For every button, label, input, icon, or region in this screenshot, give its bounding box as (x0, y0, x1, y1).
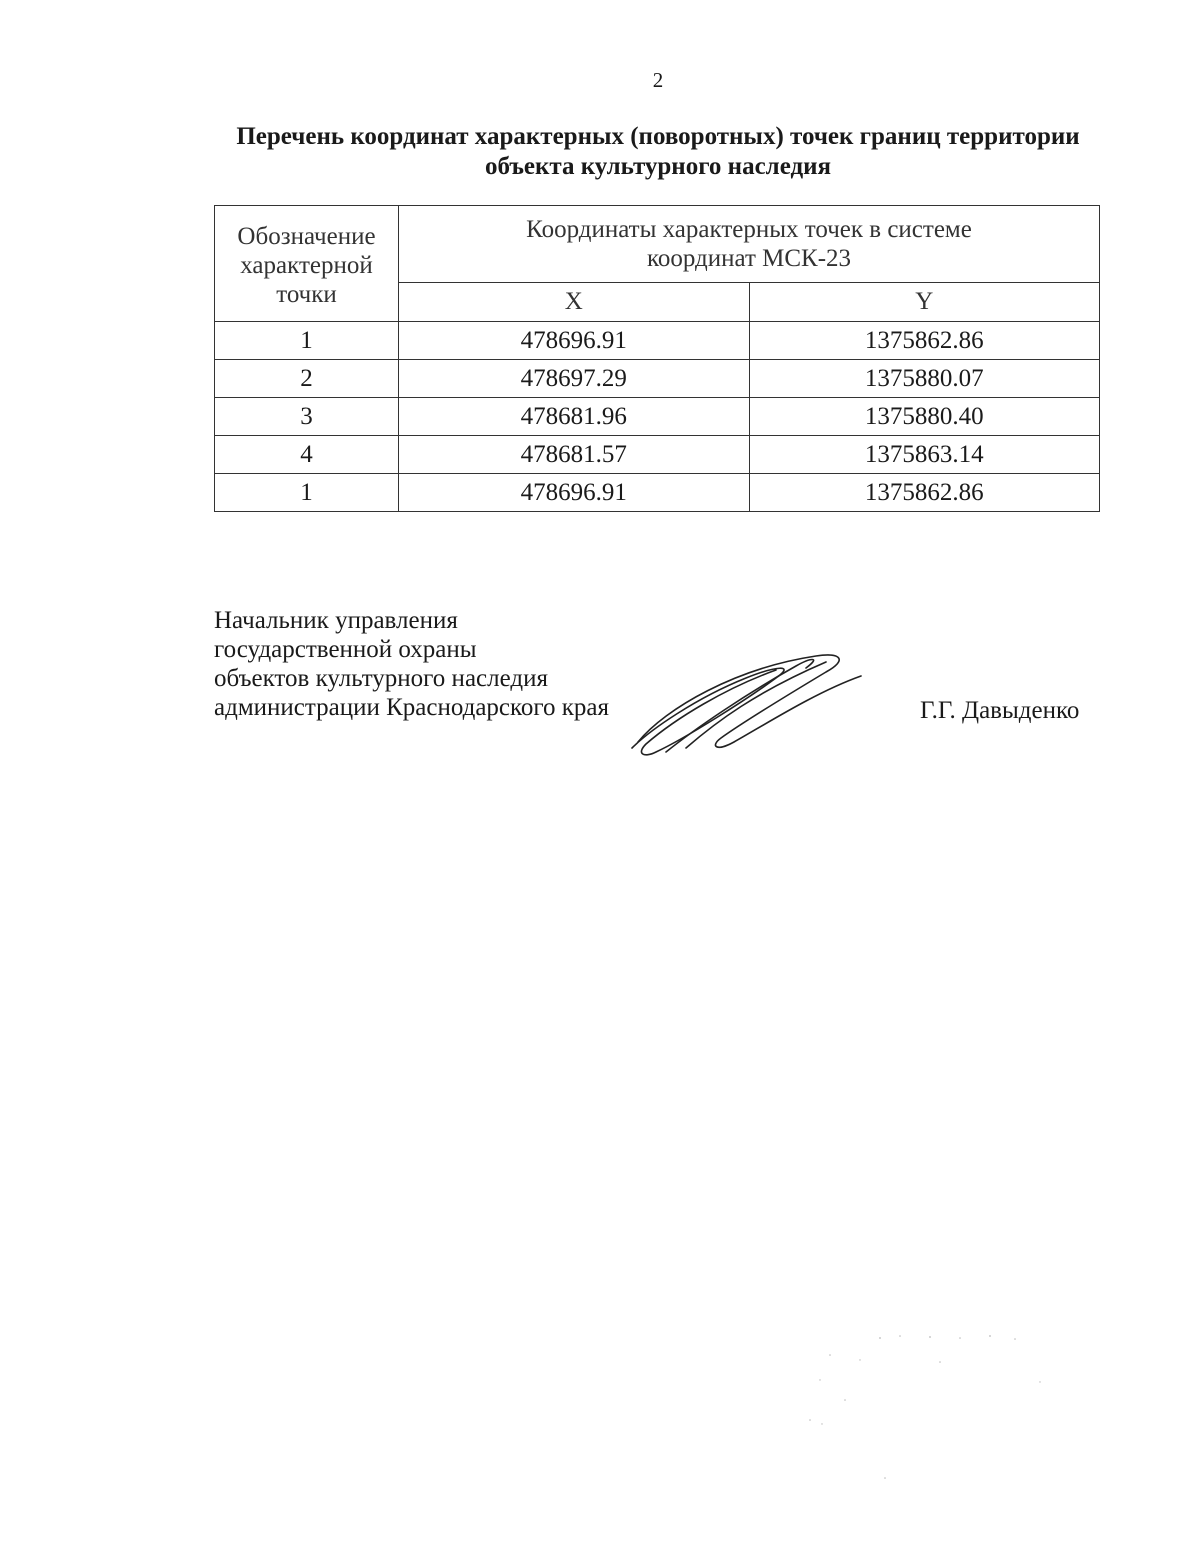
table-row (215, 474, 1100, 512)
table-row (215, 322, 1100, 360)
y-cell: 1375862.86 (749, 322, 1100, 360)
document-title-line-1: Перечень координат характерных (поворотных) точек границ территории (236, 123, 1080, 150)
coordinates-system-header (399, 206, 1100, 283)
handwritten-signature (626, 648, 866, 760)
position-line-4: администрации Краснодарского края (214, 694, 610, 721)
x-cell: 478696.91 (399, 474, 750, 512)
scan-noise (800, 1320, 1060, 1500)
table-header-row (215, 206, 1100, 283)
point-cell: 1 (215, 322, 399, 360)
point-cell: 2 (215, 360, 399, 398)
point-header-line-2: характерной (240, 252, 373, 279)
point-header-line-3: точки (276, 281, 337, 308)
signatory-position (214, 606, 609, 722)
document-title (200, 122, 1116, 182)
table-row (215, 360, 1100, 398)
x-column-header: X (399, 283, 750, 322)
x-cell: 478681.96 (399, 398, 750, 436)
y-cell: 1375863.14 (749, 436, 1100, 474)
position-line-1: Начальник управления (214, 607, 458, 634)
x-cell: 478697.29 (399, 360, 750, 398)
x-cell: 478681.57 (399, 436, 750, 474)
y-cell: 1375880.40 (749, 398, 1100, 436)
coordinates-table (214, 205, 1100, 512)
y-column-header: Y (749, 283, 1100, 322)
point-designation-header (215, 206, 399, 322)
coords-header-line-2: координат МСК-23 (646, 245, 852, 272)
point-header-line-1: Обозначение (237, 223, 376, 250)
document-title-line-2: объекта культурного наследия (484, 153, 832, 180)
x-cell: 478696.91 (399, 322, 750, 360)
position-line-2: государственной охраны (214, 636, 477, 663)
point-cell: 4 (215, 436, 399, 474)
point-cell: 1 (215, 474, 399, 512)
coords-header-line-1: Координаты характерных точек в системе (526, 216, 972, 243)
table-row (215, 398, 1100, 436)
y-cell: 1375862.86 (749, 474, 1100, 512)
signatory-name: Г.Г. Давыденко (920, 697, 1080, 724)
point-cell: 3 (215, 398, 399, 436)
table-row (215, 436, 1100, 474)
position-line-3: объектов культурного наследия (214, 665, 548, 692)
y-cell: 1375880.07 (749, 360, 1100, 398)
page-number: 2 (652, 68, 664, 92)
